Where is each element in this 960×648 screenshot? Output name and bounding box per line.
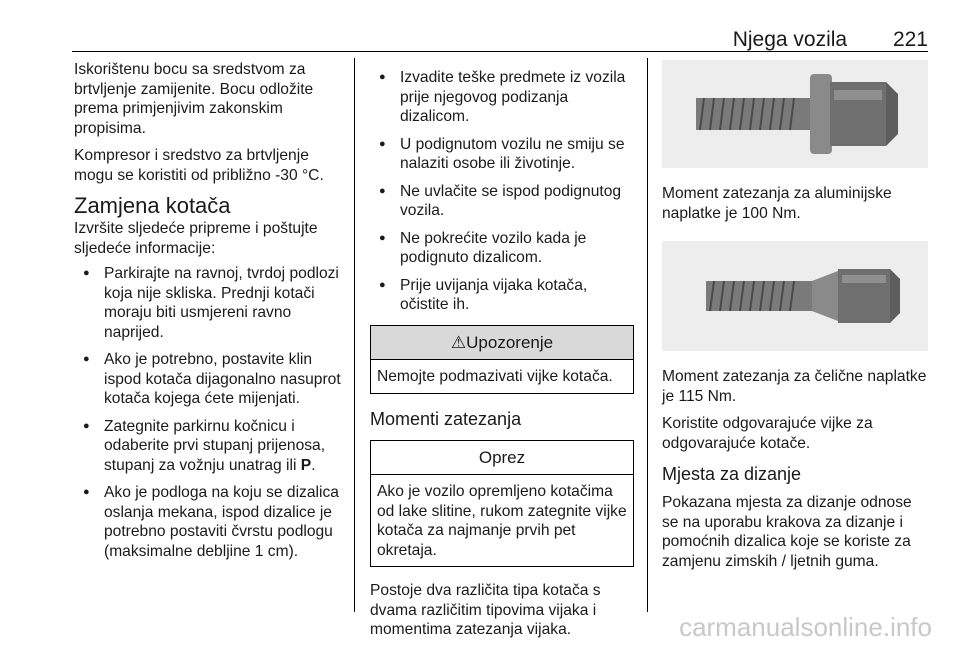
page-number: 221 <box>892 28 928 51</box>
paragraph: Kompresor i sredstvo za brtvljenje mogu se koristiti od približno -30 °C. <box>74 147 324 184</box>
wheel-bolt-icon <box>662 241 928 351</box>
list-item-text: Zategnite parkirnu kočnicu i odaberite prvi stupanj prijenosa, stupanj za vožnju unatrag ili <box>104 417 326 474</box>
bullet-list <box>370 68 634 315</box>
list-item: ● Parkirajte na ravnoj, tvrdoj podlozi koja nije skliska. Prednji kotači moraju biti usmjereni ravno naprijed. <box>74 264 352 342</box>
warning-box <box>370 325 634 394</box>
column-2 <box>370 60 634 648</box>
bolt-figure-steel <box>662 241 928 351</box>
paragraph: Pokazana mjesta za dizanje odnose se na uporabu krakova za dizanje i pomoćnih dizalica koje se koriste za zamjenu zimskih / ljetnih guma. <box>662 494 912 570</box>
section-heading: Mjesta za dizanje <box>662 464 802 484</box>
wheel-bolt-icon <box>662 60 928 168</box>
paragraph: Iskorištenu bocu sa sredstvom za brtvljenje zamijenite. Bocu odložite prema primjenjivim zakonskim propisima. <box>74 61 314 137</box>
paragraph: Koristite odgovarajuće vijke za odgovarajuće kotače. <box>662 415 873 452</box>
warning-icon: ⚠ <box>450 332 467 352</box>
watermark: carmanualsonline.info <box>679 612 932 642</box>
bullet-list <box>74 264 352 561</box>
gear-p-label: P <box>300 456 312 474</box>
page-header <box>733 28 928 52</box>
caption: Moment zatezanja za čelične naplatke je 115 Nm. <box>662 368 927 405</box>
caption: Moment zatezanja za aluminijske naplatke je 100 Nm. <box>662 185 892 222</box>
column-3 <box>662 60 928 579</box>
caution-header: Oprez <box>371 441 633 476</box>
list-item: ● Ako je potrebno, postavite klin ispod kotača dijagonalno nasuprot kotača kojega ćete mijenjati. <box>74 350 352 409</box>
list-item: ● Prije uvijanja vijaka kotača, očistite ih. <box>370 276 634 315</box>
list-item: ● Ako je podloga na koju se dizalica oslanja mekana, ispod dizalice je potrebno postaviti čvrstu podlogu (maksimalne debljine 1 cm). <box>74 483 352 561</box>
warning-text: Nemojte podmazivati vijke kotača. <box>377 368 613 385</box>
list-item-end: . <box>311 456 316 474</box>
paragraph: Postoje dva različita tipa kotača s dvama različitim tipovima vijaka i momentima zatezanja vijaka. <box>370 582 601 638</box>
warning-header <box>371 326 633 361</box>
caution-text: Ako je vozilo opremljeno kotačima od lake slitine, rukom zategnite vijke kotača za najmanje prvih pet okretaja. <box>377 483 627 559</box>
column-divider <box>647 58 648 612</box>
header-title: Njega vozila <box>732 28 848 51</box>
bolt-figure-aluminium <box>662 60 928 168</box>
warning-title: Upozorenje <box>466 332 554 352</box>
caution-box <box>370 440 634 568</box>
header-rule <box>72 51 928 52</box>
column-divider <box>354 58 355 612</box>
column-1 <box>74 60 352 569</box>
section-heading: Zamjena kotača <box>74 193 231 218</box>
list-item: ● Ne uvlačite se ispod podignutog vozila. <box>370 182 634 221</box>
section-heading: Momenti zatezanja <box>370 408 522 429</box>
list-item <box>74 417 352 476</box>
list-item: ● Ne pokrećite vozilo kada je podignuto dizalicom. <box>370 229 634 268</box>
list-item: ● U podignutom vozilu ne smiju se nalaziti osobe ili životinje. <box>370 135 634 174</box>
intro-text: Izvršite sljedeće pripreme i poštujte sljedeće informacije: <box>74 220 318 257</box>
list-item: ● Izvadite teške predmete iz vozila prije njegovog podizanja dizalicom. <box>370 68 634 127</box>
